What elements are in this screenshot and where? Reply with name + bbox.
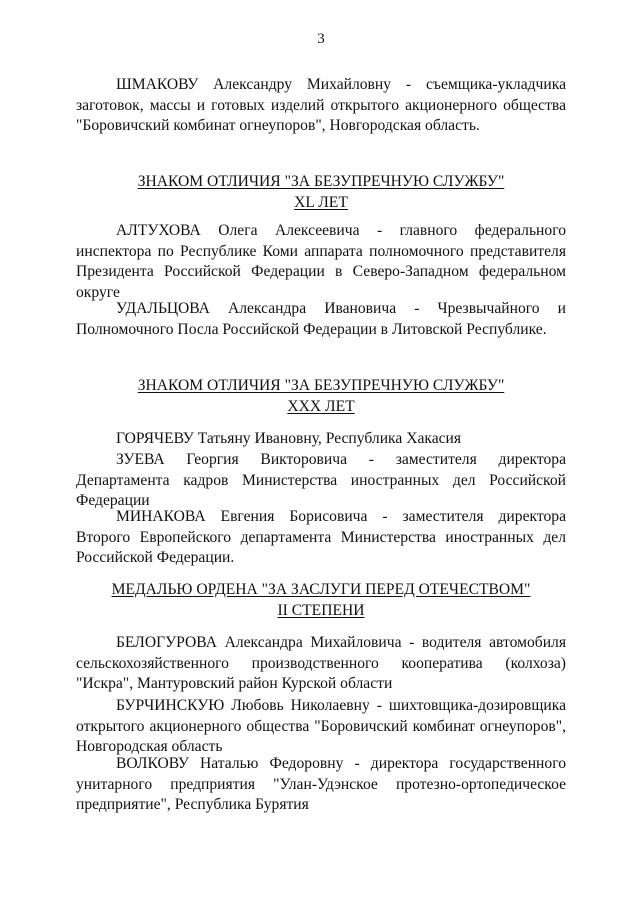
- entry-goryacheva: ГОРЯЧЕВУ Татьяну Ивановну, Республика Хакасия: [116, 430, 462, 447]
- heading-xl-line1: ЗНАКОМ ОТЛИЧИЯ "ЗА БЕЗУПРЕЧНУЮ СЛУЖБУ": [137, 173, 505, 190]
- heading-medal-line1: МЕДАЛЬЮ ОРДЕНА "ЗА ЗАСЛУГИ ПЕРЕД ОТЕЧЕСТВОМ": [111, 581, 531, 598]
- heading-xxx-years: [76, 376, 566, 417]
- page-number: 3: [317, 31, 325, 47]
- entry-burchinskaya: БУРЧИНСКУЮ Любовь Николаевну - шихтовщика-дозировщика открытого акционерного общества "Боровичский комбинат огнеупоров", Новгородская область: [76, 697, 566, 755]
- heading-medal-line2: II СТЕПЕНИ: [277, 601, 365, 619]
- heading-xl-years: [76, 172, 566, 213]
- heading-xl-line2: XL ЛЕТ: [294, 193, 348, 211]
- heading-xxx-line2: XXX ЛЕТ: [287, 397, 355, 415]
- heading-medal: [76, 580, 566, 621]
- entry-belogurov: БЕЛОГУРОВА Александра Михайловича - водителя автомобиля сельскохозяйственного производственного кооператива (колхоза) "Искра", Мантуровский район Курской области: [76, 634, 566, 692]
- entry-shmakova: ШМАКОВУ Александру Михайловну - съемщика-укладчика заготовок, массы и готовых изделий открытого акционерного общества "Боровичский комбинат огнеупоров", Новгородская область.: [76, 76, 566, 134]
- entry-zuev: ЗУЕВА Георгия Викторовича - заместителя директора Департамента кадров Министерства иностранных дел Российской Федерации: [76, 451, 566, 509]
- entry-altukhov: АЛТУХОВА Олега Алексеевича - главного федерального инспектора по Республике Коми аппарата полномочного представителя Президента Российской Федерации в Северо-Западном федеральном округе: [76, 222, 566, 301]
- entry-minakov: МИНАКОВА Евгения Борисовича - заместителя директора Второго Европейского департамента Министерства иностранных дел Российской Федерации.: [76, 508, 566, 566]
- entry-udaltsov: УДАЛЬЦОВА Александра Ивановича - Чрезвычайного и Полномочного Посла Российской Федерации в Литовской Республике.: [76, 300, 566, 338]
- entry-volkova: ВОЛКОВУ Наталью Федоровну - директора государственного унитарного предприятия "Улан-Удэнское протезно-ортопедическое предприятие", Республика Бурятия: [76, 755, 566, 813]
- heading-xxx-line1: ЗНАКОМ ОТЛИЧИЯ "ЗА БЕЗУПРЕЧНУЮ СЛУЖБУ": [137, 377, 505, 394]
